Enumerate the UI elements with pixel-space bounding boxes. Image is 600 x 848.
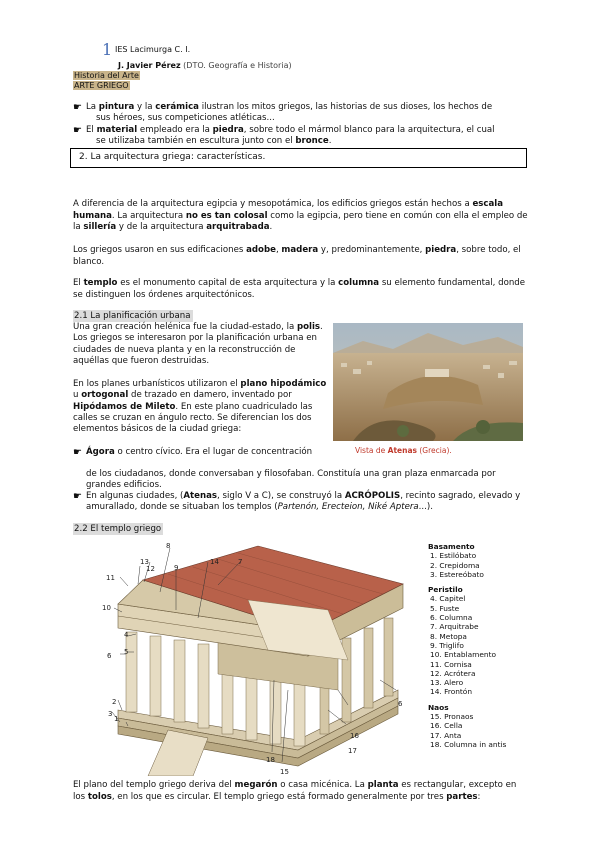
diagram-number: 7 [238, 558, 243, 566]
subsection-title-templo: 2.2 El templo griego [74, 524, 162, 534]
hand-pointer-icon: ☛ [73, 447, 82, 458]
diagram-number: 6 [107, 652, 112, 660]
diagram-number: 13 [140, 558, 149, 566]
legend-basamento-heading: Basamento [428, 542, 475, 551]
diagram-number: 14 [210, 558, 219, 566]
diagram-number: 15 [280, 768, 289, 776]
subject-block [73, 71, 140, 91]
legend-item: 14. Frontón [430, 687, 473, 697]
subsection-title-planificacion: 2.1 La planificación urbana [74, 311, 191, 321]
legend-item: 5. Fuste [430, 603, 460, 613]
diagram-number: 3 [108, 710, 113, 718]
legend-item: 4. Capitel [430, 594, 466, 604]
athens-photo [333, 323, 523, 441]
paragraph-plano-hipodamico: En los planes urbanísticos utilizaron el plano hipodámico u ortogonal de trazado en damero, inventado por Hipódamos de Mileto. En este plano cuadriculado las calles se cruzan en ángulo recto. Se diferencian los dos elementos básicos de la ciudad griega: [73, 379, 327, 435]
hand-pointer-icon: ☛ [73, 102, 82, 113]
school-name: IES Lacimurga C. I. [115, 45, 191, 54]
temple-diagram [98, 540, 428, 776]
legend-item: 3. Estereóbato [430, 569, 484, 579]
legend-item: 7. Arquitrabe [430, 622, 479, 632]
hand-pointer-icon: ☛ [73, 491, 82, 502]
temple-legend [428, 542, 528, 749]
diagram-number: 8 [166, 542, 171, 550]
page-number: 1 [102, 40, 113, 59]
hand-pointer-icon: ☛ [73, 125, 82, 136]
diagram-number: 18 [266, 756, 275, 764]
diagram-number: 16 [350, 732, 359, 740]
legend-peristilo-heading: Peristilo [428, 585, 463, 595]
author-name: J. Javier Pérez [118, 61, 181, 70]
photo-caption: Vista de Atenas (Grecia). [355, 446, 452, 455]
section-heading-box [70, 148, 527, 168]
diagram-number: 11 [106, 574, 115, 582]
agora-continuation: de los ciudadanos, donde conversaban y filosofaban. Constituía una gran plaza enmarcada por grandes edificios. [86, 469, 496, 490]
diagram-number: 6 [398, 700, 403, 708]
legend-item: 18. Columna in antis [430, 739, 507, 749]
bullet-agora: ☛ Ágora o centro cívico. Era el lugar de concentración [73, 447, 313, 458]
legend-item: 1. Estilóbato [430, 551, 477, 561]
diagram-number: 2 [112, 698, 117, 706]
legend-item: 9. Triglifo [430, 640, 464, 650]
paragraph-polis: Una gran creación helénica fue la ciudad-estado, la polis. Los griegos se interesaron por la planificación urbana en ciudades de nueva planta y en la reconstrucción de aquéllas que fueron destruidas. [73, 322, 323, 366]
legend-item: 11. Cornisa [430, 659, 472, 669]
paragraph-planta-templo: El plano del templo griego deriva del megarón o casa micénica. La planta es rectangular, excepto en los tolos, en los que es circular. El templo griego está formado generalmente por tres partes: [73, 780, 517, 802]
legend-item: 10. Entablamento [430, 650, 497, 660]
legend-item: 12. Acrótera [430, 668, 476, 678]
section-title: 2. La arquitectura griega: características. [79, 152, 266, 162]
author-dept: (DTO. Geografía e Historia) [183, 61, 292, 70]
diagram-number: 4 [124, 631, 129, 639]
diagram-number: 17 [348, 747, 357, 755]
legend-item: 17. Anta [430, 730, 462, 740]
bullet-acropolis: ☛ En algunas ciudades, (Atenas, siglo V a C), se construyó la ACRÓPOLIS, recinto sagrado, elevado y amurallado, donde se situaban los templos (Partenón, Erecteion, Niké Aptera...). [73, 491, 521, 512]
legend-item: 16. Cella [430, 721, 463, 731]
legend-item: 2. Crepidoma [430, 560, 480, 570]
legend-item: 15. Pronaos [430, 712, 474, 722]
legend-item: 8. Metopa [430, 631, 467, 641]
diagram-number: 1 [114, 715, 119, 723]
diagram-number: 9 [174, 564, 179, 572]
diagram-number: 10 [102, 604, 111, 612]
diagram-number: 12 [146, 565, 155, 573]
topic-label: ARTE GRIEGO [74, 81, 129, 90]
diagram-number: 5 [124, 648, 129, 656]
subject-label: Historia del Arte [74, 71, 139, 80]
paragraph-templo: El templo es el monumento capital de esta arquitectura y la columna su elemento fundamental, donde se distinguen los órdenes arquitectónicos. [73, 278, 526, 300]
author [118, 61, 292, 70]
paragraph-materiales: Los griegos usaron en sus edificaciones adobe, madera y, predominantemente, piedra, sobre todo, el blanco. [73, 245, 521, 267]
bullet-pintura: ☛ La pintura y la cerámica ilustran los mitos griegos, las historias de sus dioses, los hechos de sus héroes, sus competiciones atléticas... [73, 102, 493, 123]
legend-item: 13. Alero [430, 678, 464, 688]
legend-item: 6. Columna [430, 613, 473, 623]
paragraph-escala-humana: A diferencia de la arquitectura egipcia y mesopotámica, los edificios griegos están hechos a escala humana. La arquitectura no es tan colosal como la egipcia, pero tiene en común con ella el empleo de la sillería y de la arquitectura arquitrabada. [73, 199, 528, 232]
bullet-material: ☛ El material empleado era la piedra, sobre todo el mármol blanco para la arquitectura, el cual se utilizaba también en escultura junto con el bronce. [73, 125, 495, 146]
legend-naos-heading: Naos [428, 702, 449, 712]
